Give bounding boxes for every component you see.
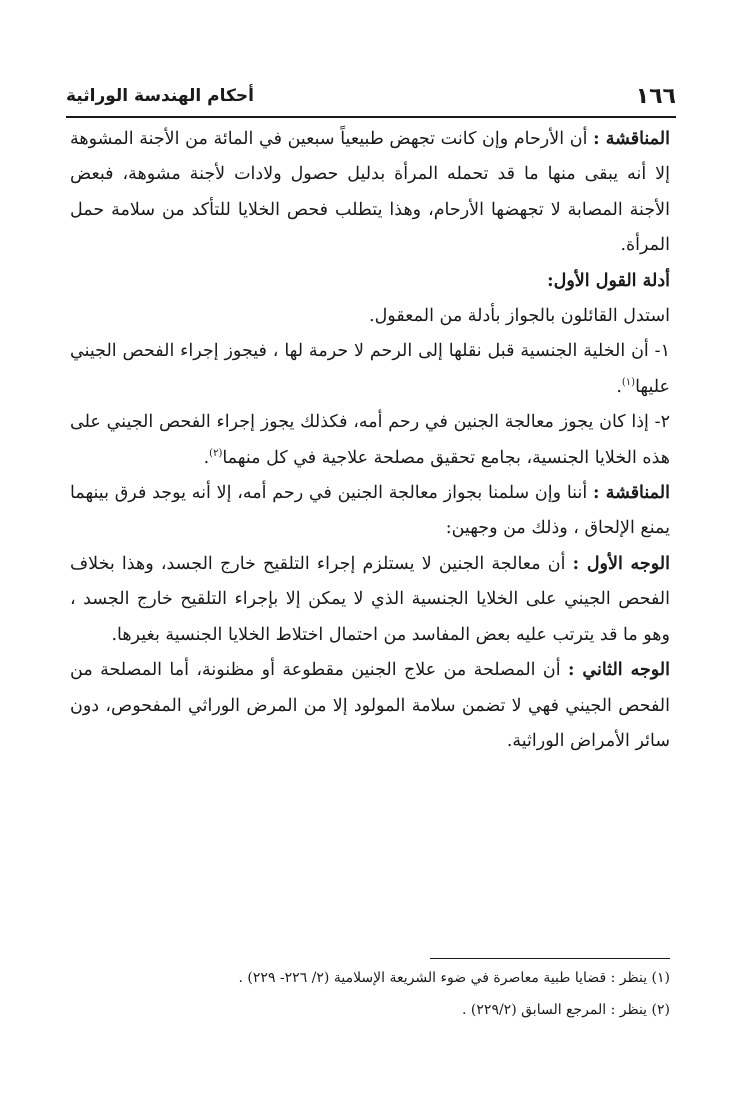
evidence-text: ١- أن الخلية الجنسية قبل نقلها إلى الرحم لا حرمة لها ، فيجوز إجراء الفحص الجيني عليها [70, 341, 670, 397]
book-title: أحكام الهندسة الوراثية [66, 86, 254, 106]
first-aspect-text: أن معالجة الجنين لا يستلزم إجراء التلقيح خارج الجسد، وهذا بخلاف الفحص الجيني على الخلايا الجنسية الذي لا يمكن إلا بإجراء التلقيح خارج الجسد ، وهو ما قد يترتب عليه بعض المفاسد من احتمال اختلاط الخلايا الجنسية بغيرها. [70, 553, 670, 645]
section-heading: أدلة القول الأول: [547, 270, 670, 291]
running-header [66, 76, 676, 116]
discussion-text: أننا وإن سلمنا بجواز معالجة الجنين في رحم أمه، إلا أنه يوجد فرق بينهما يمنع الإلحاق ، وذلك من وجهين: [70, 483, 670, 539]
intro-paragraph: استدل القائلون بالجواز بأدلة من المعقول. [369, 306, 670, 327]
footnote-2: (٢) ينظر : المرجع السابق (٢٢٩/٢) . [462, 1002, 670, 1018]
evidence-text: ٢- إذا كان يجوز معالجة الجنين في رحم أمه، فكذلك يجوز إجراء الفحص الجيني على هذه الخلايا الجنسية، بجامع تحقيق مصلحة علاجية في كل منهما [70, 412, 670, 468]
discussion-text: أن الأرحام وإن كانت تجهض طبيعياً سبعين في المائة من الأجنة المشوهة إلا أنه يبقى منها ما قد تحمله المرأة بدليل حصول ولادات لأجنة مشوهة، فبعض الأجنة المصابة لا تجهضها الأرحام، وهذا يتطلب فحص الخلايا للتأكد من سلامة حمل المرأة. [70, 129, 670, 256]
footnote-1: (١) ينظر : قضايا طبية معاصرة في ضوء الشريعة الإسلامية (٢/ ٢٢٦- ٢٢٩) . [238, 970, 670, 986]
discussion-paragraph-1 [70, 122, 670, 264]
second-aspect-label: الوجه الثاني : [568, 660, 671, 681]
second-aspect-text: أن المصلحة من علاج الجنين مقطوعة أو مظنونة، أما المصلحة من الفحص الجيني فهي لا تضمن سلامة المولود إلا من المرض الوراثي المفحوص، دون سائر الأمراض الوراثية. [70, 660, 670, 751]
second-aspect-paragraph [70, 653, 670, 759]
discussion-label: المناقشة : [593, 129, 670, 149]
discussion-label: المناقشة : [592, 483, 670, 504]
first-aspect-label: الوجه الأول : [572, 553, 670, 574]
discussion-paragraph-2 [70, 476, 670, 547]
footnotes [70, 964, 670, 1028]
evidence-item-2: ٢- إذا كان يجوز معالجة الجنين في رحم أمه، فكذلك يجوز إجراء الفحص الجيني على هذه الخلايا الجنسية، بجامع تحقيق مصلحة علاجية في كل منهما$^{(٢)}$. [70, 412, 670, 468]
header-rule [66, 116, 676, 118]
first-aspect-paragraph [70, 547, 670, 653]
footnote-ref: (١) [621, 377, 636, 389]
evidence-item-1: ١- أن الخلية الجنسية قبل نقلها إلى الرحم لا حرمة لها ، فيجوز إجراء الفحص الجيني عليها$^{(١)}$. [70, 341, 670, 397]
footnote-ref: (٢) [209, 447, 223, 459]
page-number: ١٦٦ [635, 83, 676, 109]
main-text [70, 122, 670, 759]
footnote-separator [430, 958, 670, 959]
